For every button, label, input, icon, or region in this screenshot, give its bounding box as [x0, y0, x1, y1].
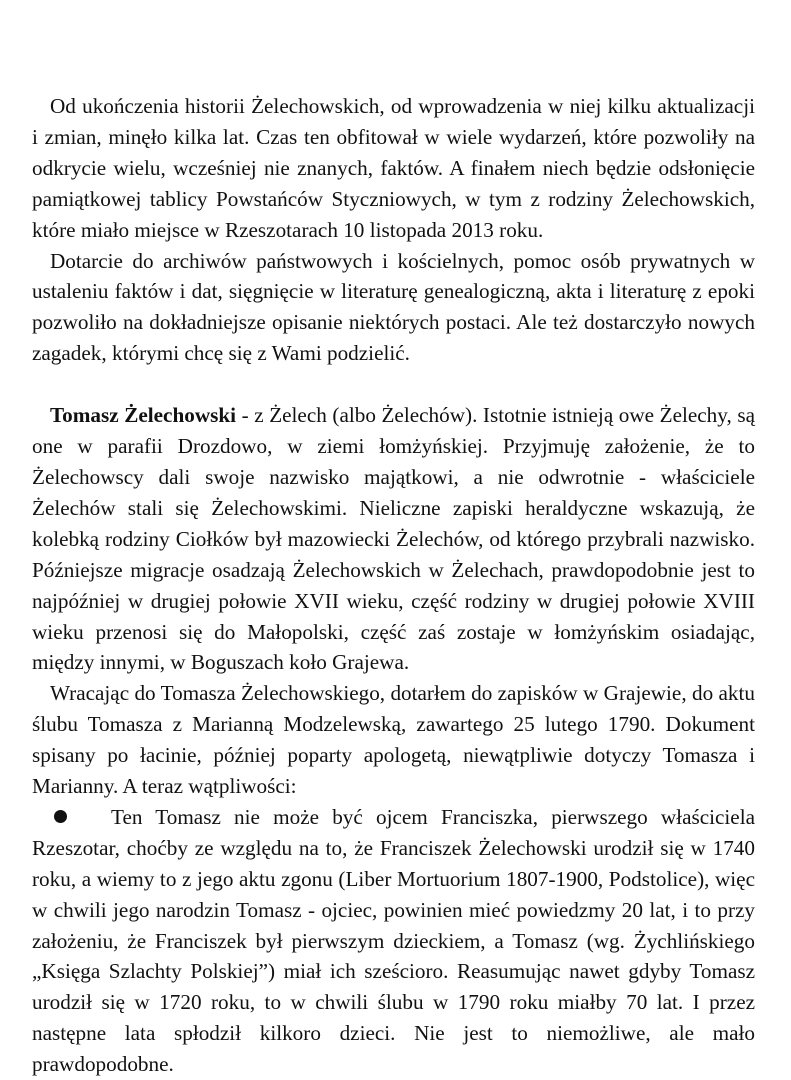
- bullet-item-1-text: Ten Tomasz nie może być ojcem Franciszka, pierwszego właściciela Rzeszotar, choćby ze względu na to, że Franciszek Żelechowski urodził się w 1740 roku, a wiemy to z jego aktu zgonu (Liber Mortuorium 1807-1900, Podstolice), więc w chwili jego narodzin Tomasz - ojciec, powinien mieć powiedzmy 20 lat, i to przy założeniu, że Franciszek był pierwszym dzieckiem, a Tomasz (wg. Żychlińskiego „Księga Szlachty Polskiej”) miał ich sześcioro. Reasumując nawet gdyby Tomasz urodził się w 1720 roku, to w chwili ślubu w 1790 roku miałby 70 lat. I przez następne lata spłodził kilkoro dzieci. Nie jest to niemożliwe, ale mało prawdopodobne.: [32, 804, 755, 1077]
- section-gap: [32, 369, 755, 400]
- intro-paragraph-2: Dotarcie do archiwów państwowych i kościelnych, pomoc osób prywatnych w ustaleniu faktów i dat, sięgnięcie w literaturę genealogiczną, akta i literaturę z epoki pozwoliło na dokładniejsze opisanie niektórych postaci. Ale też dostarczyło nowych zagadek, którymi chcę się z Wami podzielić.: [32, 248, 755, 366]
- bullet-item-1: [32, 802, 755, 1080]
- section-paragraph-1-text: - z Żelech (albo Żelechów). Istotnie istnieją owe Żelechy, są one w parafii Drozdowo, w ziemi łomżyńskiej. Przyjmuję założenie, że to Żelechowscy dali swoje nazwisko majątkowi, a nie odwrotnie - właściciele Żelechów stali się Żelechowskimi. Nieliczne zapiski heraldyczne wskazują, że kolebką rodziny Ciołków był mazowiecki Żelechów, od którego przybrali nazwisko. Późniejsze migracje osadzają Żelechowskich w Żelechach, prawdopodobnie jest to najpóźniej w drugiej połowie XVII wieku, część rodziny w drugiej połowie XVIII wieku przenosi się do Małopolski, część zaś zostaje w łomżyńskim osiadając, między innymi, w Boguszach koło Grajewa.: [32, 403, 755, 675]
- section-heading-name: Tomasz Żelechowski: [50, 403, 237, 428]
- bullet-dot-icon: [54, 810, 67, 823]
- section-paragraph-2: Wracając do Tomasza Żelechowskiego, dotarłem do zapisków w Grajewie, do aktu ślubu Tomasza z Marianną Modzelewską, zawartego 25 lutego 1790. Dokument spisany po łacinie, później poparty apologetą, niewątpliwie dotyczy Tomasza i Marianny. A teraz wątpliwości:: [32, 681, 755, 799]
- intro-paragraph-1: Od ukończenia historii Żelechowskich, od wprowadzenia w niej kilku aktualizacji i zmian, minęło kilka lat. Czas ten obfitował w wiele wydarzeń, które pozwoliły na odkrycie wielu, wcześniej nie znanych, faktów. A finałem niech będzie odsłonięcie pamiątkowej tablicy Powstańców Styczniowych, w tym z rodziny Żelechowskich, które miało miejsce w Rzeszotarach 10 listopada 2013 roku.: [32, 94, 755, 242]
- document-page: [32, 91, 755, 1080]
- section-paragraph-1: [32, 400, 755, 678]
